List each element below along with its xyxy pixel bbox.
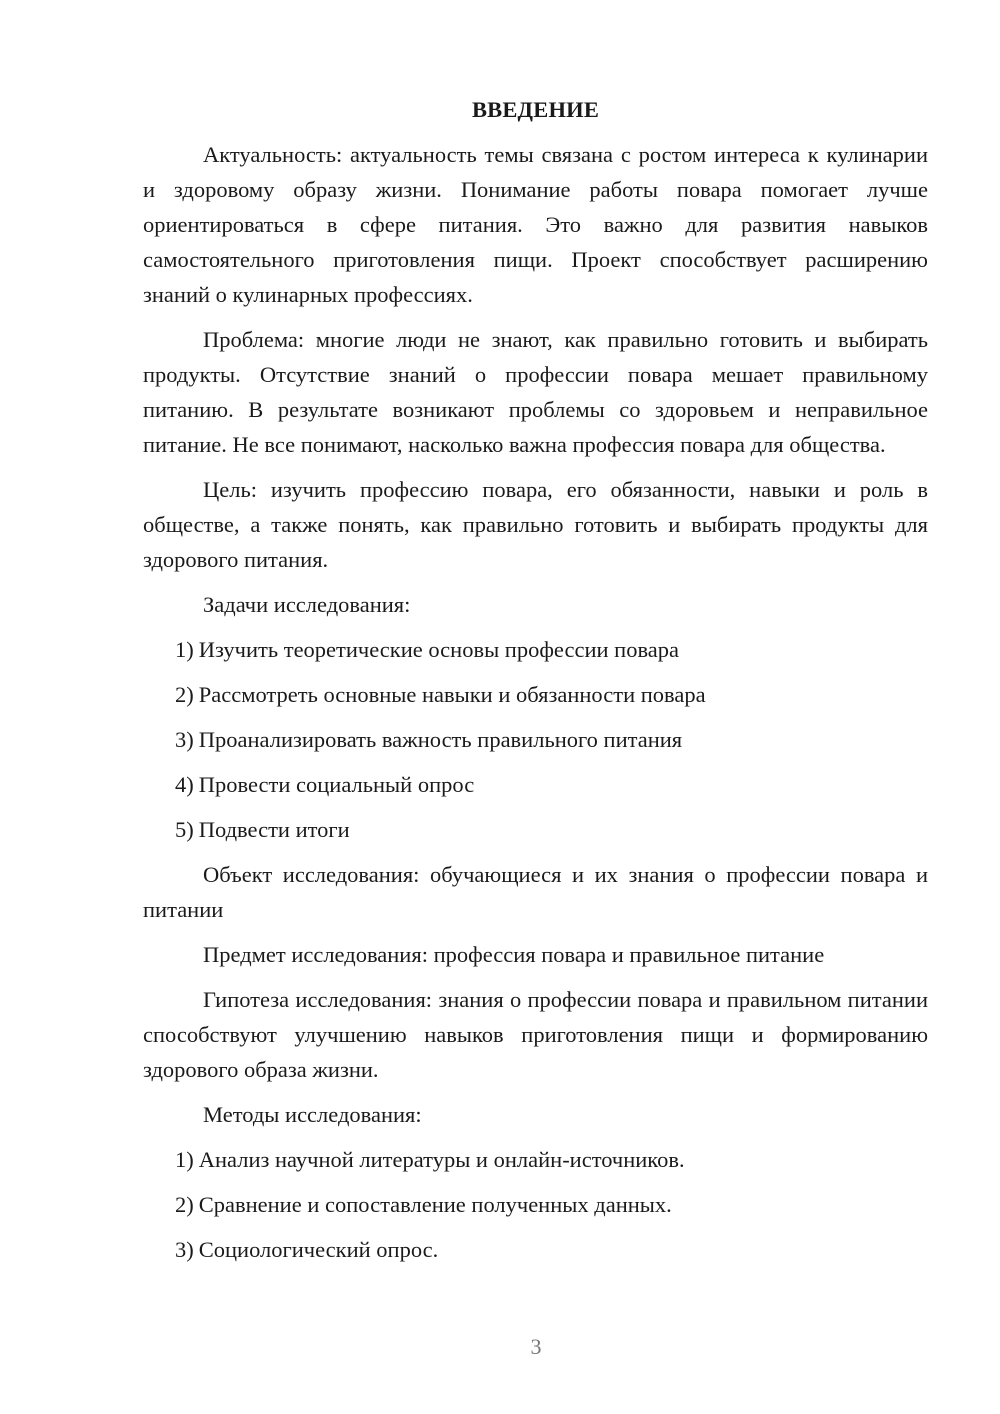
list-item-number: 4) bbox=[175, 772, 194, 797]
list-item-number: 3) bbox=[175, 727, 194, 752]
object-paragraph: Объект исследования: обучающиеся и их знания о профессии повара и питании bbox=[143, 862, 928, 922]
subject-paragraph: Предмет исследования: профессия повара и правильное питание bbox=[203, 942, 825, 967]
list-item-text: Проанализировать важность правильного питания bbox=[198, 727, 683, 752]
list-item-number: 2) bbox=[175, 682, 194, 707]
list-item-text: Социологический опрос. bbox=[198, 1237, 439, 1262]
methods-list bbox=[143, 1142, 928, 1267]
list-item-number: 1) bbox=[175, 1147, 194, 1172]
hypothesis-paragraph: Гипотеза исследования: знания о профессии повара и правильном питании способствуют улучшению навыков приготовления пищи и формированию здорового образа жизни. bbox=[143, 987, 928, 1082]
list-item bbox=[143, 677, 928, 712]
list-item-number: 3) bbox=[175, 1237, 194, 1262]
document-page bbox=[143, 95, 928, 1277]
section-title: ВВЕДЕНИЕ bbox=[471, 97, 600, 122]
list-item-text: Анализ научной литературы и онлайн-источников. bbox=[198, 1147, 685, 1172]
list-item-text: Сравнение и сопоставление полученных данных. bbox=[198, 1192, 672, 1217]
list-item bbox=[143, 1142, 928, 1177]
list-item-text: Провести социальный опрос bbox=[198, 772, 475, 797]
list-item-number: 5) bbox=[175, 817, 194, 842]
goal-paragraph: Цель: изучить профессию повара, его обязанности, навыки и роль в обществе, а также понять, как правильно готовить и выбирать продукты для здорового питания. bbox=[143, 477, 928, 572]
list-item bbox=[143, 812, 928, 847]
list-item-number: 1) bbox=[175, 637, 194, 662]
methods-heading: Методы исследования: bbox=[203, 1102, 422, 1127]
list-item bbox=[143, 1187, 928, 1222]
list-item bbox=[143, 1232, 928, 1267]
list-item-number: 2) bbox=[175, 1192, 194, 1217]
relevance-paragraph: Актуальность: актуальность темы связана с ростом интереса к кулинарии и здоровому образу жизни. Понимание работы повара помогает лучше ориентироваться в сфере питания. Это важно для развития навыков самостоятельного приготовления пищи. Проект способствует расширению знаний о кулинарных профессиях. bbox=[143, 142, 928, 307]
problem-paragraph: Проблема: многие люди не знают, как правильно готовить и выбирать продукты. Отсутствие знаний о профессии повара мешает правильному питанию. В результате возникают проблемы со здоровьем и неправильное питание. Не все понимают, насколько важна профессия повара для общества. bbox=[143, 327, 928, 457]
list-item-text: Изучить теоретические основы профессии повара bbox=[198, 637, 679, 662]
list-item bbox=[143, 722, 928, 757]
list-item bbox=[143, 767, 928, 802]
list-item bbox=[143, 632, 928, 667]
tasks-list bbox=[143, 632, 928, 847]
list-item-text: Подвести итоги bbox=[198, 817, 350, 842]
page-number: 3 bbox=[530, 1334, 542, 1359]
list-item-text: Рассмотреть основные навыки и обязанности повара bbox=[198, 682, 706, 707]
tasks-heading: Задачи исследования: bbox=[203, 592, 411, 617]
